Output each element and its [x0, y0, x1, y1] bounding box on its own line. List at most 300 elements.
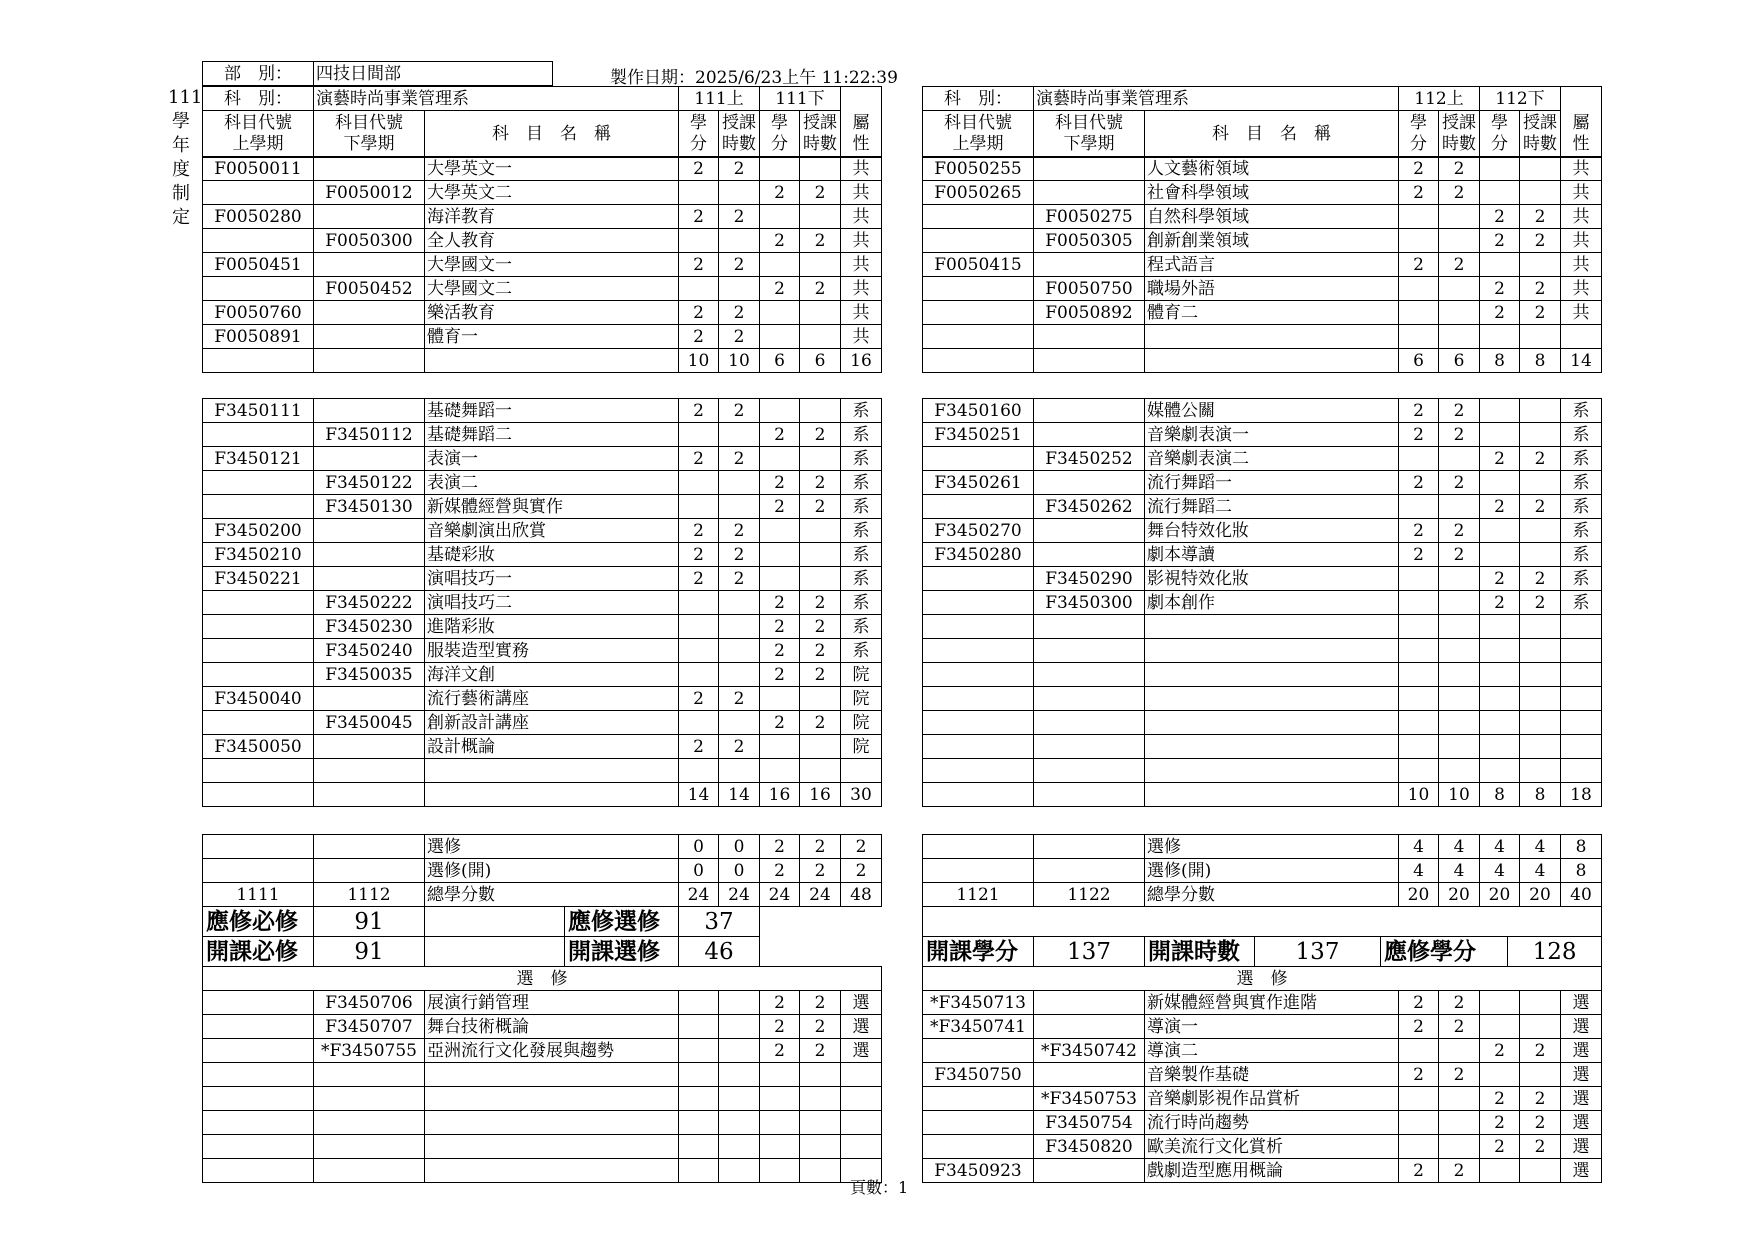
- table-row: [203, 277, 882, 301]
- table-row: [923, 1159, 1602, 1183]
- cell-hours-first: 2: [1439, 399, 1480, 423]
- cell-subject-name: [1145, 349, 1399, 373]
- cell-credit-first: [679, 615, 719, 639]
- table-row: [923, 591, 1602, 615]
- cell-credit-first: [679, 1015, 719, 1039]
- cell-credit-second: [1480, 157, 1520, 181]
- cell-code-second: *F3450742: [1034, 1039, 1145, 1063]
- cell-credit-second: 2: [760, 639, 800, 663]
- cell-credit-second: [1480, 253, 1520, 277]
- vertical-char: 111: [168, 87, 203, 108]
- cell-code-first: F3450750: [923, 1063, 1034, 1087]
- cell-attribute: 系: [841, 543, 882, 567]
- cell-subject-name: 劇本導讀: [1145, 543, 1399, 567]
- cell-subject-name: [1145, 615, 1399, 639]
- cell-credit-second: [760, 735, 800, 759]
- cell-attribute: 40: [1561, 883, 1602, 907]
- creation-date: 製作日期：2025/6/23上午 11:22:39: [610, 68, 898, 88]
- cell-code-second: [1034, 519, 1145, 543]
- cell-hours-second: [800, 543, 841, 567]
- elective-section-title: 選 修: [923, 967, 1602, 991]
- col-credit: 學 分: [1480, 111, 1520, 158]
- cell-code-first: *F3450741: [923, 1015, 1034, 1039]
- cell-code-second: [1034, 325, 1145, 349]
- cell-credit-second: [1480, 519, 1520, 543]
- cell-credit-second: 2: [1480, 277, 1520, 301]
- cell-code-second: [314, 543, 425, 567]
- cell-hours-second: [800, 567, 841, 591]
- cell-code-second: F0050305: [1034, 229, 1145, 253]
- cell-hours-first: [719, 495, 760, 519]
- table-row: [203, 519, 882, 543]
- cell-hours-second: 2: [800, 181, 841, 205]
- cell-credit-second: [1480, 663, 1520, 687]
- term-111-first: 111上: [679, 87, 760, 111]
- cell-hours-first: 2: [719, 567, 760, 591]
- cell-code-second: [314, 859, 425, 883]
- cell-hours-second: 2: [1520, 205, 1561, 229]
- left-header-table: [202, 86, 882, 158]
- cell-hours-first: 2: [719, 253, 760, 277]
- vertical-char: 定: [172, 207, 190, 228]
- cell-credit-first: 10: [679, 349, 719, 373]
- cell-hours-second: 2: [1520, 567, 1561, 591]
- table-row: [203, 1111, 882, 1135]
- cell-code-first: [923, 735, 1034, 759]
- col-code-second: 科目代號 下學期: [1034, 111, 1145, 158]
- table-row: [923, 711, 1602, 735]
- required-label: 應修必修: [203, 907, 314, 937]
- cell-hours-first: [719, 1135, 760, 1159]
- cell-code-first: [203, 783, 314, 807]
- col-code-second: 科目代號 下學期: [314, 111, 425, 158]
- col-hours: 授課 時數: [800, 111, 841, 158]
- cell-hours-first: [719, 1159, 760, 1183]
- cell-subject-name: 戲劇造型應用概論: [1145, 1159, 1399, 1183]
- cell-credit-first: 2: [679, 325, 719, 349]
- vertical-char: 年: [172, 135, 190, 156]
- right-dept-table: [922, 398, 1602, 807]
- cell-hours-first: [719, 759, 760, 783]
- cell-code-second: [1034, 759, 1145, 783]
- cell-credit-first: [1399, 1087, 1439, 1111]
- cell-credit-first: 2: [679, 543, 719, 567]
- cell-code-first: [923, 783, 1034, 807]
- table-row: [923, 277, 1602, 301]
- cell-subject-name: 創新設計講座: [425, 711, 679, 735]
- cell-code-second: [1034, 615, 1145, 639]
- cell-subject-name: 音樂劇表演一: [1145, 423, 1399, 447]
- cell-attribute: 系: [1561, 567, 1602, 591]
- cell-attribute: [841, 1063, 882, 1087]
- cell-credit-second: 2: [760, 991, 800, 1015]
- cell-hours-first: 0: [719, 859, 760, 883]
- cell-code-second: [314, 325, 425, 349]
- open-required-label: 開課必修: [203, 937, 314, 967]
- cell-hours-second: [1520, 711, 1561, 735]
- cell-credit-second: 6: [760, 349, 800, 373]
- cell-attribute: [841, 1087, 882, 1111]
- cell-code-second: F3450130: [314, 495, 425, 519]
- cell-credit-first: [1399, 301, 1439, 325]
- cell-hours-second: 2: [800, 615, 841, 639]
- cell-subject-name: 亞洲流行文化發展與趨勢: [425, 1039, 679, 1063]
- table-row: [203, 495, 882, 519]
- table-row: [203, 181, 882, 205]
- cell-subject-name: 導演二: [1145, 1039, 1399, 1063]
- cell-credit-first: 2: [1399, 1063, 1439, 1087]
- table-row: [203, 447, 882, 471]
- cell-subject-name: [1145, 639, 1399, 663]
- cell-code-second: [1034, 1063, 1145, 1087]
- table-row: [923, 543, 1602, 567]
- cell-code-first: [203, 639, 314, 663]
- cell-credit-first: 0: [679, 859, 719, 883]
- cell-code-second: F3450707: [314, 1015, 425, 1039]
- col-code-first: 科目代號 上學期: [923, 111, 1034, 158]
- cell-hours-first: 2: [1439, 253, 1480, 277]
- cell-code-second: [1034, 399, 1145, 423]
- cell-hours-second: 2: [1520, 1135, 1561, 1159]
- cell-hours-second: 2: [800, 1039, 841, 1063]
- cell-subject-name: [425, 1135, 679, 1159]
- cell-code-second: [1034, 181, 1145, 205]
- cell-attribute: 系: [841, 399, 882, 423]
- cell-hours-second: [1520, 519, 1561, 543]
- cell-hours-first: [1439, 615, 1480, 639]
- subject-value: 演藝時尚事業管理系: [1034, 87, 1399, 111]
- cell-code-first: F3450221: [203, 567, 314, 591]
- cell-hours-first: [1439, 1039, 1480, 1063]
- cell-hours-second: 2: [800, 711, 841, 735]
- cell-hours-first: [1439, 711, 1480, 735]
- cell-subject-name: 服裝造型實務: [425, 639, 679, 663]
- cell-hours-second: [800, 399, 841, 423]
- cell-subject-name: 設計概論: [425, 735, 679, 759]
- cell-hours-first: [1439, 591, 1480, 615]
- cell-attribute: 系: [841, 447, 882, 471]
- table-row: [203, 567, 882, 591]
- cell-hours-second: [800, 735, 841, 759]
- cell-hours-first: 2: [1439, 991, 1480, 1015]
- cell-hours-second: 4: [1520, 835, 1561, 859]
- cell-hours-second: 24: [800, 883, 841, 907]
- cell-hours-second: 2: [1520, 495, 1561, 519]
- cell-attribute: 16: [841, 349, 882, 373]
- open-hours-value: 137: [1255, 937, 1381, 967]
- cell-subject-name: 基礎彩妝: [425, 543, 679, 567]
- cell-code-first: [923, 301, 1034, 325]
- cell-code-first: F0050265: [923, 181, 1034, 205]
- cell-subject-name: 大學英文一: [425, 157, 679, 181]
- cell-code-second: F3450045: [314, 711, 425, 735]
- cell-credit-second: [1480, 399, 1520, 423]
- cell-hours-second: [1520, 991, 1561, 1015]
- cell-code-second: *F3450755: [314, 1039, 425, 1063]
- cell-hours-second: 20: [1520, 883, 1561, 907]
- cell-subject-name: 表演一: [425, 447, 679, 471]
- table-row: [923, 325, 1602, 349]
- cell-attribute: 選: [1561, 1039, 1602, 1063]
- cell-hours-first: [1439, 1135, 1480, 1159]
- cell-credit-second: [760, 567, 800, 591]
- cell-credit-second: [1480, 639, 1520, 663]
- dept-value: 四技日間部: [314, 62, 553, 86]
- cell-credit-second: [760, 301, 800, 325]
- blank-cell: [425, 937, 565, 967]
- cell-attribute: 系: [841, 639, 882, 663]
- cell-code-second: [1034, 859, 1145, 883]
- cell-subject-name: 進階彩妝: [425, 615, 679, 639]
- cell-attribute: 共: [1561, 277, 1602, 301]
- cell-credit-first: [1399, 325, 1439, 349]
- cell-subject-name: 新媒體經營與實作進階: [1145, 991, 1399, 1015]
- cell-code-second: [314, 1063, 425, 1087]
- cell-subject-name: 職場外語: [1145, 277, 1399, 301]
- cell-code-second: [1034, 423, 1145, 447]
- cell-code-first: [203, 991, 314, 1015]
- cell-hours-first: 2: [1439, 423, 1480, 447]
- cell-subject-name: 新媒體經營與實作: [425, 495, 679, 519]
- left-electives-table: [202, 990, 882, 1183]
- cell-hours-second: [800, 447, 841, 471]
- cell-hours-second: [1520, 1159, 1561, 1183]
- cell-hours-first: [719, 1111, 760, 1135]
- cell-code-second: [1034, 783, 1145, 807]
- cell-code-first: [203, 1111, 314, 1135]
- cell-subject-name: 海洋教育: [425, 205, 679, 229]
- cell-subject-name: 總學分數: [425, 883, 679, 907]
- cell-code-first: [923, 711, 1034, 735]
- cell-hours-first: [1439, 277, 1480, 301]
- cell-credit-first: [1399, 447, 1439, 471]
- cell-credit-first: 2: [679, 399, 719, 423]
- table-row: [203, 1063, 882, 1087]
- cell-code-second: F0050300: [314, 229, 425, 253]
- cell-hours-first: [1439, 325, 1480, 349]
- cell-attribute: [1561, 325, 1602, 349]
- cell-code-second: [314, 205, 425, 229]
- table-row: [203, 615, 882, 639]
- cell-subject-name: 流行藝術講座: [425, 687, 679, 711]
- left-summary-table: [202, 834, 882, 907]
- cell-code-second: [1034, 543, 1145, 567]
- cell-code-second: F3450754: [1034, 1111, 1145, 1135]
- cell-attribute: 系: [841, 519, 882, 543]
- subject-label: 科 別：: [923, 87, 1034, 111]
- cell-hours-first: [1439, 1087, 1480, 1111]
- cell-credit-second: [760, 1159, 800, 1183]
- cell-attribute: 共: [1561, 253, 1602, 277]
- cell-code-first: [203, 591, 314, 615]
- cell-code-second: [314, 301, 425, 325]
- cell-attribute: 系: [1561, 423, 1602, 447]
- cell-code-second: F0050275: [1034, 205, 1145, 229]
- cell-attribute: 系: [841, 567, 882, 591]
- left-common-table: [202, 156, 882, 373]
- cell-credit-second: [760, 1063, 800, 1087]
- cell-hours-first: [719, 181, 760, 205]
- open-elective-label: 開課選修: [565, 937, 679, 967]
- cell-code-first: F3450160: [923, 399, 1034, 423]
- table-row: [203, 711, 882, 735]
- cell-credit-second: 2: [760, 471, 800, 495]
- cell-code-first: F0050011: [203, 157, 314, 181]
- cell-subject-name: 流行舞蹈一: [1145, 471, 1399, 495]
- cell-hours-second: [1520, 1015, 1561, 1039]
- page-number: 頁數：1: [850, 1178, 909, 1197]
- cell-attribute: 系: [1561, 591, 1602, 615]
- table-row: [923, 663, 1602, 687]
- cell-code-first: F3450111: [203, 399, 314, 423]
- cell-hours-second: 6: [800, 349, 841, 373]
- table-row: [203, 835, 882, 859]
- cell-subject-name: 體育二: [1145, 301, 1399, 325]
- table-row: [203, 883, 882, 907]
- cell-code-first: F0050451: [203, 253, 314, 277]
- cell-attribute: 共: [1561, 229, 1602, 253]
- cell-code-first: [203, 1063, 314, 1087]
- cell-credit-second: 2: [760, 1015, 800, 1039]
- cell-attribute: 院: [841, 735, 882, 759]
- cell-code-second: [314, 1087, 425, 1111]
- cell-code-second: F0050750: [1034, 277, 1145, 301]
- cell-hours-first: 2: [1439, 1159, 1480, 1183]
- cell-credit-first: [679, 229, 719, 253]
- cell-credit-first: 2: [1399, 253, 1439, 277]
- cell-hours-first: [1439, 205, 1480, 229]
- cell-hours-first: [719, 1063, 760, 1087]
- cell-code-second: [1034, 663, 1145, 687]
- cell-credit-second: [1480, 181, 1520, 205]
- cell-code-first: [923, 859, 1034, 883]
- cell-subject-name: 社會科學領域: [1145, 181, 1399, 205]
- cell-credit-first: [1399, 711, 1439, 735]
- table-row: [923, 229, 1602, 253]
- cell-attribute: 共: [841, 229, 882, 253]
- cell-code-second: F3450240: [314, 639, 425, 663]
- table-row: [923, 349, 1602, 373]
- cell-code-second: [314, 519, 425, 543]
- cell-subject-name: 海洋文創: [425, 663, 679, 687]
- col-attribute: 屬 性: [841, 111, 882, 158]
- cell-attribute: 系: [841, 615, 882, 639]
- term-112-second: 112下: [1480, 87, 1561, 111]
- table-row: [203, 205, 882, 229]
- cell-hours-second: [1520, 399, 1561, 423]
- blank-cell: [425, 907, 565, 937]
- cell-hours-first: [719, 991, 760, 1015]
- cell-attribute: 共: [1561, 205, 1602, 229]
- right-electives-table: [922, 990, 1602, 1183]
- cell-hours-first: [1439, 735, 1480, 759]
- cell-attribute: 共: [1561, 157, 1602, 181]
- cell-code-first: F0050255: [923, 157, 1034, 181]
- term-112-first: 112上: [1399, 87, 1480, 111]
- open-elective-value: 46: [679, 937, 760, 967]
- subject-value: 演藝時尚事業管理系: [314, 87, 679, 111]
- cell-hours-first: 2: [719, 399, 760, 423]
- cell-credit-second: 2: [760, 835, 800, 859]
- cell-credit-second: 4: [1480, 835, 1520, 859]
- col-credit: 學 分: [1399, 111, 1439, 158]
- cell-hours-second: [800, 301, 841, 325]
- cell-credit-second: [760, 687, 800, 711]
- cell-hours-first: 10: [1439, 783, 1480, 807]
- cell-credit-first: [679, 1087, 719, 1111]
- cell-credit-second: 2: [1480, 495, 1520, 519]
- cell-hours-second: 16: [800, 783, 841, 807]
- table-row: [203, 1087, 882, 1111]
- cell-attribute: 選: [841, 1039, 882, 1063]
- cell-code-first: F3450210: [203, 543, 314, 567]
- cell-code-first: [923, 495, 1034, 519]
- table-row: [203, 349, 882, 373]
- cell-credit-first: [1399, 735, 1439, 759]
- table-row: [923, 759, 1602, 783]
- cell-subject-name: 導演一: [1145, 1015, 1399, 1039]
- cell-code-second: [314, 1159, 425, 1183]
- cell-hours-first: 24: [719, 883, 760, 907]
- cell-code-second: [1034, 835, 1145, 859]
- cell-credit-second: 2: [1480, 1111, 1520, 1135]
- cell-credit-second: 2: [760, 423, 800, 447]
- cell-subject-name: 大學國文二: [425, 277, 679, 301]
- table-row: [203, 759, 882, 783]
- cell-credit-first: 2: [679, 157, 719, 181]
- table-row: [923, 1063, 1602, 1087]
- cell-credit-second: 2: [760, 615, 800, 639]
- cell-hours-first: [719, 471, 760, 495]
- col-credit: 學 分: [679, 111, 719, 158]
- cell-code-first: F0050280: [203, 205, 314, 229]
- table-row: [203, 591, 882, 615]
- cell-hours-second: [800, 157, 841, 181]
- cell-code-second: [314, 399, 425, 423]
- cell-credit-first: 24: [679, 883, 719, 907]
- cell-code-first: F0050415: [923, 253, 1034, 277]
- cell-code-first: F3450280: [923, 543, 1034, 567]
- cell-credit-first: [679, 495, 719, 519]
- cell-credit-second: 2: [1480, 567, 1520, 591]
- cell-credit-second: 2: [1480, 591, 1520, 615]
- cell-subject-name: 流行時尚趨勢: [1145, 1111, 1399, 1135]
- col-credit: 學 分: [760, 111, 800, 158]
- cell-attribute: 系: [1561, 519, 1602, 543]
- cell-subject-name: 創新創業領域: [1145, 229, 1399, 253]
- cell-hours-first: 2: [719, 543, 760, 567]
- cell-code-first: [203, 759, 314, 783]
- cell-attribute: 共: [841, 277, 882, 301]
- cell-hours-first: 2: [719, 205, 760, 229]
- cell-hours-first: [1439, 495, 1480, 519]
- col-subject-name: 科 目 名 稱: [425, 111, 679, 158]
- col-hours: 授課 時數: [1439, 111, 1480, 158]
- open-required-value: 91: [314, 937, 425, 967]
- right-totals-table: [922, 906, 1602, 991]
- cell-credit-first: 2: [1399, 157, 1439, 181]
- cell-hours-first: 4: [1439, 835, 1480, 859]
- cell-code-first: [923, 759, 1034, 783]
- cell-subject-name: 音樂劇演出欣賞: [425, 519, 679, 543]
- cell-attribute: [1561, 735, 1602, 759]
- cell-code-second: [314, 759, 425, 783]
- cell-code-first: [923, 1111, 1034, 1135]
- cell-hours-first: [719, 229, 760, 253]
- table-row: [923, 157, 1602, 181]
- cell-code-second: [1034, 735, 1145, 759]
- cell-code-second: [1034, 687, 1145, 711]
